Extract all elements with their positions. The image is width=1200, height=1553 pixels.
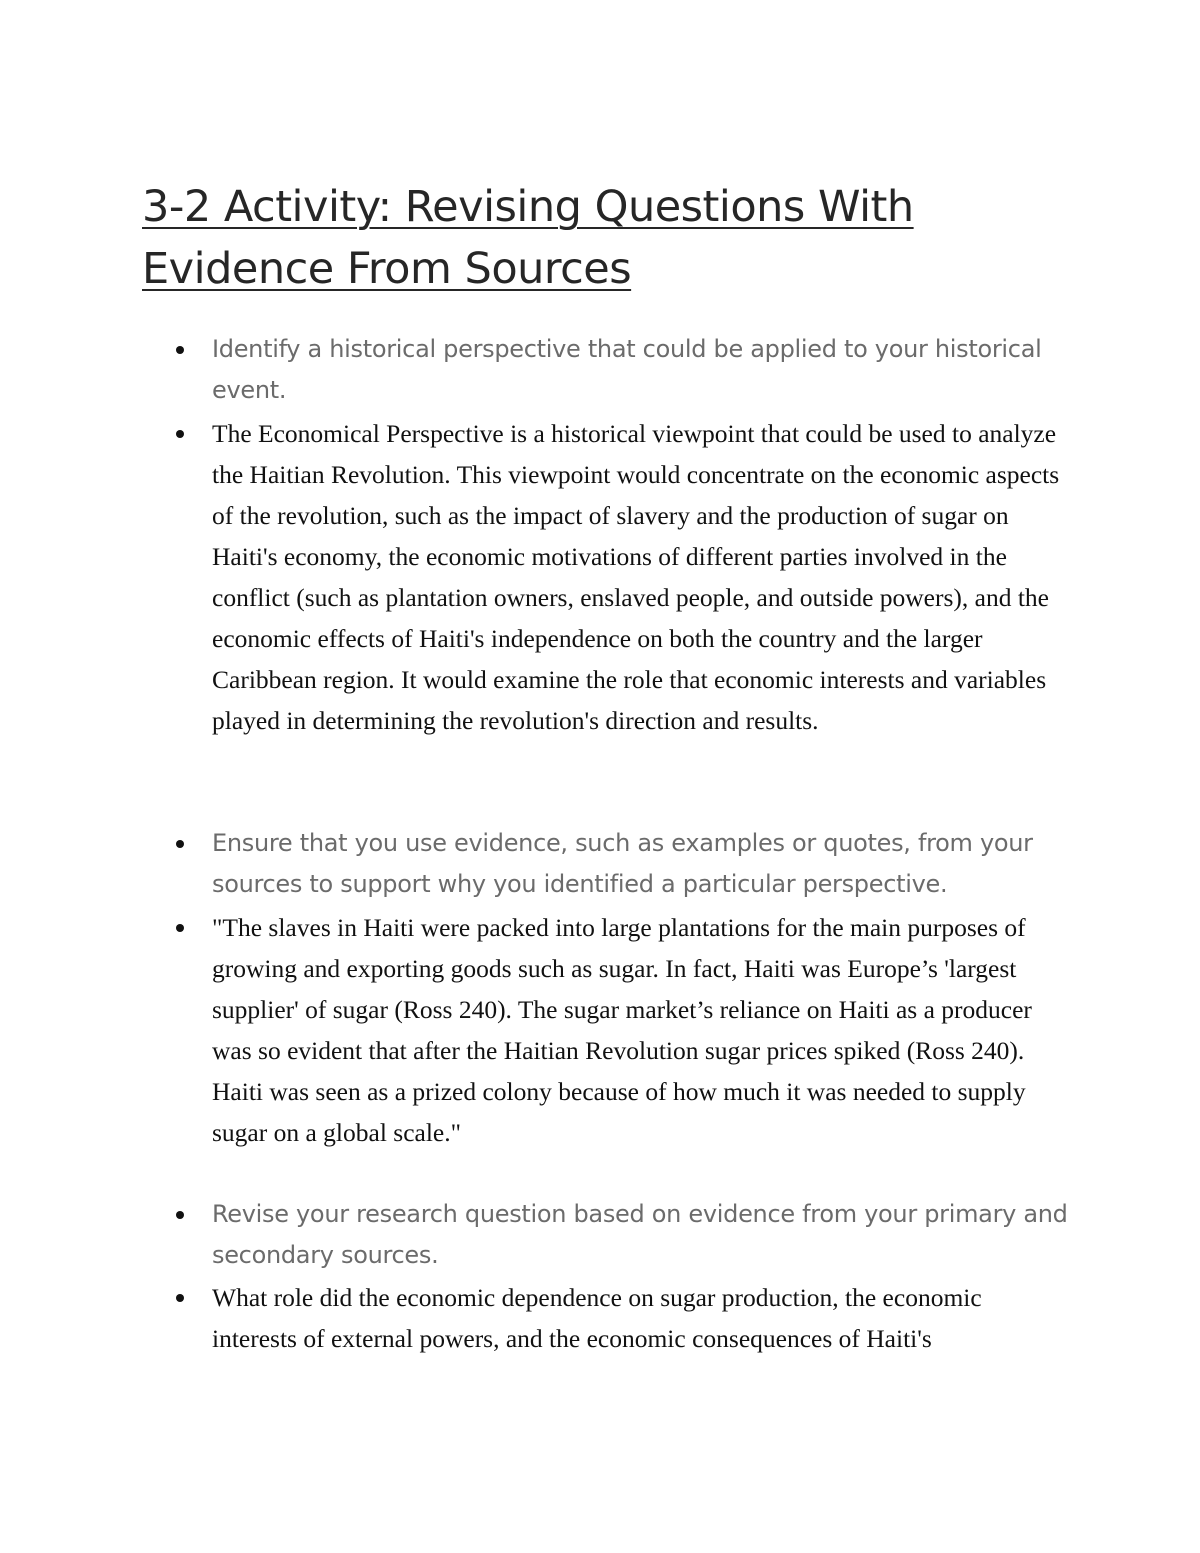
document-title: 3-2 Activity: Revising Questions With Evidence From Sources <box>142 182 914 294</box>
bullet-dot-icon <box>176 430 184 438</box>
bullet-dot-icon <box>176 1294 184 1302</box>
answer-text: "The slaves in Haiti were packed into large plantations for the main purposes of growing and exporting goods such as sugar. In fact, Haiti was Europe’s 'largest supplier' of sugar (Ross 240). The sugar market’s reliance on Haiti as a producer was so evident that after the Haitian Revolution sugar prices spiked (Ross 240). Haiti was seen as a prized colony because of how much it was needed to supply sugar on a global scale." <box>212 913 1032 1147</box>
prompt-text: Revise your research question based on evidence from your primary and secondary sources. <box>212 1200 1068 1269</box>
list-item-answer-3 <box>212 1277 1072 1359</box>
answer-text: What role did the economic dependence on sugar production, the economic interests of external powers, and the economic consequences of Haiti's <box>212 1283 982 1353</box>
bullet-dot-icon <box>176 1211 184 1219</box>
bullet-dot-icon <box>176 346 184 354</box>
prompt-text: Identify a historical perspective that could be applied to your historical event. <box>212 335 1042 404</box>
bullet-dot-icon <box>176 924 184 932</box>
list-item-prompt-1 <box>212 329 1072 411</box>
bullet-dot-icon <box>176 840 184 848</box>
prompt-text: Ensure that you use evidence, such as examples or quotes, from your sources to support why you identified a particular perspective. <box>212 829 1033 898</box>
list-item-answer-1 <box>212 413 1072 741</box>
answer-text: The Economical Perspective is a historical viewpoint that could be used to analyze the Haitian Revolution. This viewpoint would concentrate on the economic aspects of the revolution, such as the impact of slavery and the production of sugar on Haiti's economy, the economic motivations of different parties involved in the conflict (such as plantation owners, enslaved people, and outside powers), and the economic effects of Haiti's independence on both the country and the larger Caribbean region. It would examine the role that economic interests and variables played in determining the revolution's direction and results. <box>212 419 1060 735</box>
list-item-answer-2 <box>212 907 1072 1153</box>
list-item-prompt-3 <box>212 1194 1072 1276</box>
list-item-prompt-2 <box>212 823 1072 905</box>
